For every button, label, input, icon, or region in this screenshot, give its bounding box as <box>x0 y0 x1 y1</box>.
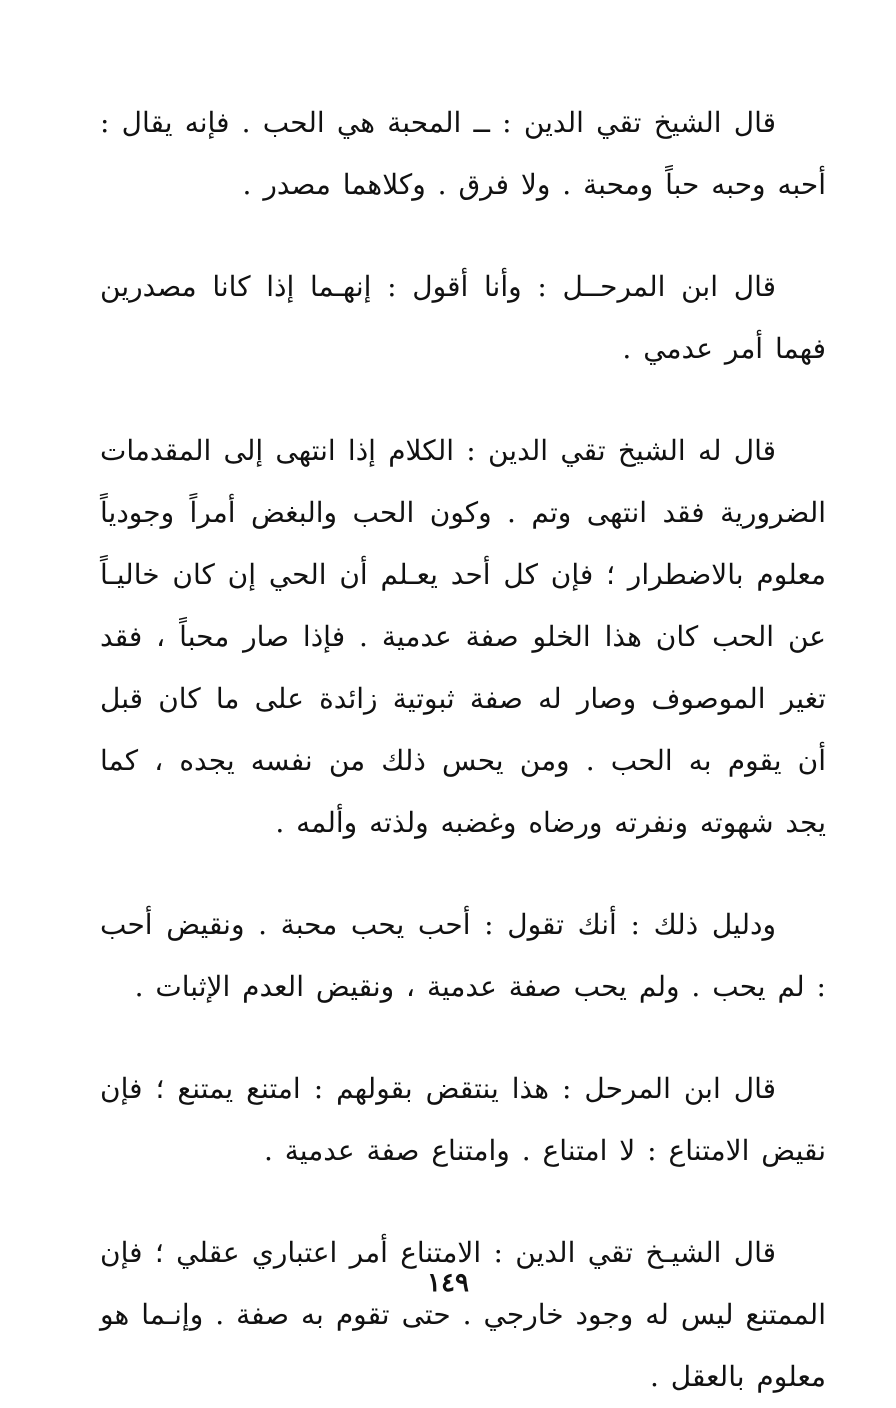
paragraph-3: قال له الشيخ تقي الدين : الكلام إذا انتهى إلى المقدمات الضرورية فقد انتهى وتم . وكون الحب والبغض أمراً وجودياً معلوم بالاضطرار ؛ فإن كل أحد يعـلم أن الحي إن كان خاليـاً عن الحب كان هذا الخلو صفة عدمية . فإذا صار محباً ، فقد تغير الموصوف وصار له صفة ثبوتية زائدة على ما كان قبل أن يقوم به الحب . ومن يحس ذلك من نفسه يجده ، كما يجد شهوته ونفرته ورضاه وغضبه ولذته وألمه . <box>100 434 826 839</box>
page-number: ١٤٩ <box>427 1268 469 1298</box>
body-text <box>100 92 826 1408</box>
paragraph-6: قال الشيـخ تقي الدين : الامتناع أمر اعتباري عقلي ؛ فإن الممتنع ليس له وجود خارجي . حتى تقوم به صفة . وإنـما هو معلوم بالعقل . <box>100 1236 826 1393</box>
paragraph-1: قال الشيخ تقي الدين : ــ المحبة هي الحب . فإنه يقال : أحبه وحبه حباً ومحبة . ولا فرق . وكلاهما مصدر . <box>100 106 826 201</box>
paragraph-2: قال ابن المرحــل : وأنا أقول : إنهـما إذا كانا مصدرين فهما أمر عدمي . <box>100 270 826 365</box>
paragraph-5: قال ابن المرحل : هذا ينتقض بقولهم : امتنع يمتنع ؛ فإن نقيض الامتناع : لا امتناع . وامتناع صفة عدمية . <box>100 1072 826 1167</box>
paragraph-4: ودليل ذلك : أنك تقول : أحب يحب محبة . ونقيض أحب : لم يحب . ولم يحب صفة عدمية ، ونقيض العدم الإثبات . <box>100 908 826 1003</box>
